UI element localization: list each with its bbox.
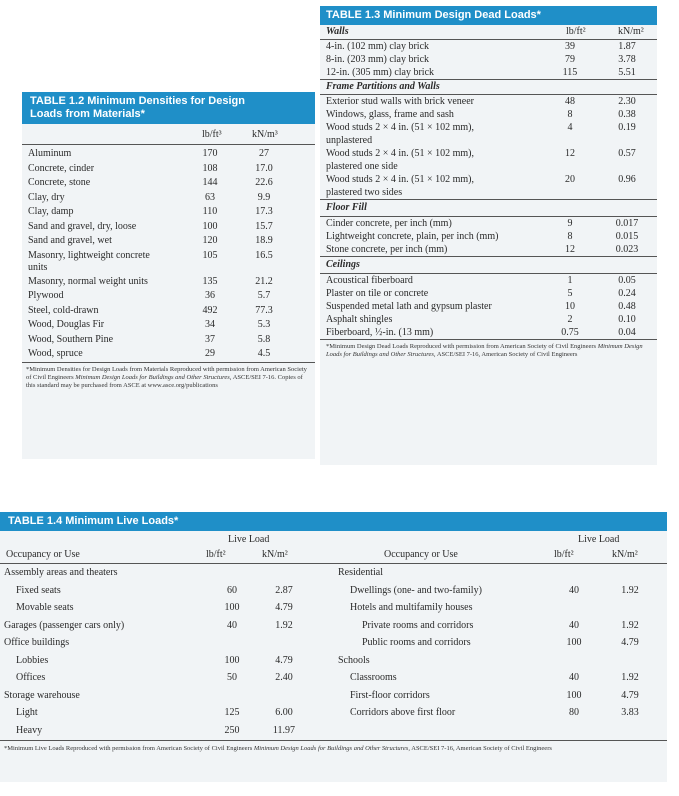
value-lb: 40 [569, 584, 579, 596]
value-lb: 108 [202, 162, 218, 174]
value-lb: 144 [202, 177, 218, 188]
material-label: Concrete, stone [28, 177, 91, 188]
row-label: Windows, glass, frame and sash [326, 109, 454, 120]
value-lb: 29 [205, 348, 215, 359]
value-kn: 0.023 [615, 244, 639, 255]
table-row [0, 584, 667, 598]
occupancy-label: Dwellings (one- and two-family) [350, 584, 482, 596]
value-lb: 0.75 [561, 327, 579, 338]
value-kn: 1.87 [618, 41, 636, 52]
table-row [320, 274, 657, 287]
value-kn: 3.83 [621, 707, 639, 718]
row-label: Acoustical fiberboard [326, 275, 413, 286]
value-kn: 1.92 [621, 619, 639, 631]
value-lb: 100 [224, 602, 240, 613]
value-kn: 16.5 [255, 249, 273, 261]
table-1-2 [22, 92, 315, 459]
occupancy-label: Office buildings [4, 637, 70, 648]
material-label: Sand and gravel, wet [28, 235, 112, 246]
row-label: Wood studs 2 × 4 in. (51 × 102 mm), [326, 148, 474, 159]
occupancy-label: Private rooms and corridors [362, 619, 474, 631]
value-lb: 105 [202, 249, 218, 261]
value-lb: 79 [565, 54, 575, 65]
value-lb: 50 [227, 672, 237, 683]
table-1-3-title: TABLE 1.3 Minimum Design Dead Loads* [320, 6, 657, 25]
table-row [0, 566, 667, 580]
ceilings-rows [320, 274, 657, 339]
value-lb: 37 [205, 333, 215, 345]
table-row [22, 333, 315, 348]
value-lb: 40 [569, 619, 579, 631]
value-lb: 36 [205, 290, 215, 301]
table-row [0, 654, 667, 668]
value-lb: 100 [202, 220, 218, 232]
col-kn-m3: kN/m³ [252, 129, 278, 140]
value-kn: 1.92 [621, 672, 639, 683]
value-lb: 34 [205, 319, 215, 330]
table-1-4-title: TABLE 1.4 Minimum Live Loads* [0, 512, 667, 531]
value-lb: 39 [565, 41, 575, 52]
occupancy-label: Classrooms [350, 672, 397, 683]
occupancy-label: Lobbies [16, 654, 49, 666]
table-row [22, 205, 315, 220]
col-kn-m2: kN/m² [618, 26, 644, 37]
occupancy-label: First-floor corridors [350, 689, 430, 701]
value-kn: 0.38 [618, 109, 636, 120]
table-1-2-footnote: *Minimum Densities for Design Loads from Materials Reproduced with permission from American Society of Civil Engineers Minimum Design Loads for Buildings and Other Structures, ASCE/SEI 7-16. Copies of this standard may be purchased from ASCE at www.asce.org/publications [26, 365, 307, 389]
value-lb: 40 [227, 619, 237, 631]
material-label: Clay, damp [28, 206, 74, 217]
value-kn: 6.00 [275, 707, 293, 718]
value-kn: 18.9 [255, 235, 273, 246]
value-kn: 0.015 [615, 231, 639, 242]
col-kn-right: kN/m² [612, 549, 638, 560]
table-row [320, 53, 657, 66]
row-label: 12-in. (305 mm) clay brick [326, 67, 435, 78]
row-label-cont: unplastered [326, 135, 373, 146]
value-kn: 4.79 [275, 602, 293, 613]
value-kn: 1.92 [275, 619, 293, 631]
occupancy-label: Garages (passenger cars only) [4, 619, 125, 631]
row-label: Suspended metal lath and gypsum plaster [326, 301, 492, 312]
value-lb: 60 [227, 584, 237, 596]
live-load-left: Live Load [228, 534, 270, 545]
value-kn: 5.8 [257, 333, 271, 345]
value-kn: 2.40 [275, 672, 293, 683]
value-kn: 0.10 [618, 314, 636, 325]
row-label: Exterior stud walls with brick veneer [326, 96, 475, 107]
table-row [320, 121, 657, 147]
table-row [22, 220, 315, 235]
value-lb: 125 [224, 707, 240, 718]
table-row [22, 318, 315, 333]
occupancy-label: Heavy [16, 724, 43, 736]
table-row [320, 326, 657, 339]
occupancy-right: Occupancy or Use [384, 549, 458, 560]
table-row [320, 66, 657, 79]
live-load-right: Live Load [578, 534, 620, 545]
value-kn: 0.05 [618, 275, 636, 286]
value-lb: 250 [224, 724, 240, 736]
value-lb: 9 [567, 218, 573, 229]
table-row [0, 671, 667, 685]
value-lb: 100 [566, 689, 582, 701]
table-row [320, 173, 657, 199]
material-label-cont: units [28, 261, 48, 273]
table-row [0, 619, 667, 633]
col-kn-left: kN/m² [262, 549, 288, 560]
value-kn: 27 [259, 148, 269, 159]
value-lb: 2 [567, 314, 573, 325]
occupancy-label: Storage warehouse [4, 689, 80, 701]
value-lb: 12 [565, 148, 575, 159]
value-kn: 0.57 [618, 148, 636, 159]
table-row [22, 191, 315, 206]
value-kn: 0.04 [618, 327, 636, 338]
value-kn: 15.7 [255, 220, 273, 232]
material-label: Clay, dry [28, 191, 65, 203]
table-row [320, 95, 657, 108]
value-lb: 4 [567, 122, 573, 133]
value-kn: 0.24 [618, 288, 636, 299]
material-label: Concrete, cinder [28, 162, 95, 174]
value-kn: 77.3 [255, 304, 273, 316]
row-label: Plaster on tile or concrete [326, 288, 429, 299]
table-row [320, 243, 657, 256]
material-label: Wood, spruce [28, 348, 83, 359]
value-kn: 0.96 [618, 174, 636, 185]
material-label: Steel, cold-drawn [28, 304, 99, 316]
material-label: Wood, Southern Pine [28, 333, 114, 345]
table-row [22, 249, 315, 275]
value-lb: 1 [567, 275, 573, 286]
walls-rows [320, 40, 657, 79]
table-row [0, 636, 667, 650]
table-row [320, 300, 657, 313]
occupancy-label: Public rooms and corridors [362, 637, 471, 648]
row-label: Asphalt shingles [326, 314, 393, 325]
row-label: 4-in. (102 mm) clay brick [326, 41, 430, 52]
row-label-cont: plastered two sides [326, 187, 403, 198]
value-lb: 8 [567, 109, 573, 120]
occupancy-label: Schools [338, 654, 370, 666]
value-lb: 63 [205, 191, 215, 203]
table-row [22, 147, 315, 162]
table-row [22, 275, 315, 290]
value-kn: 4.79 [621, 689, 639, 701]
table-row [22, 289, 315, 304]
material-label: Wood, Douglas Fir [28, 319, 105, 330]
value-lb: 12 [565, 244, 575, 255]
walls-heading: Walls [326, 26, 349, 37]
table-row [0, 689, 667, 703]
table-1-3-footnote: *Minimum Design Dead Loads Reproduced with permission from American Society of Civil Engineers Minimum Design Loads for Buildings and Other Structures, ASCE/SEI 7-16, American Society of Civil Engineers [326, 343, 643, 358]
occupancy-label: Hotels and multifamily houses [350, 602, 473, 613]
value-lb: 20 [565, 174, 575, 185]
row-label: Cinder concrete, per inch (mm) [326, 218, 452, 229]
value-kn: 1.92 [621, 584, 639, 596]
value-kn: 5.7 [257, 290, 271, 301]
value-lb: 5 [567, 288, 573, 299]
occupancy-label: Movable seats [16, 602, 74, 613]
table-1-2-title: TABLE 1.2 Minimum Densities for Design Loads from Materials* [22, 92, 315, 124]
value-kn: 5.51 [618, 67, 636, 78]
value-lb: 110 [202, 206, 218, 217]
table-row [320, 287, 657, 300]
floor-rows [320, 217, 657, 256]
table-1-4 [0, 512, 667, 782]
value-kn: 0.48 [618, 301, 636, 312]
material-label: Masonry, lightweight concrete [28, 249, 150, 261]
value-kn: 0.19 [618, 122, 636, 133]
table-row [0, 724, 330, 738]
value-kn: 2.87 [275, 584, 293, 596]
value-kn: 4.79 [621, 637, 639, 648]
material-label: Aluminum [28, 148, 72, 159]
table-row [0, 706, 667, 720]
value-kn: 3.78 [618, 54, 636, 65]
table-row [320, 40, 657, 53]
table-row [0, 601, 667, 615]
value-kn: 4.79 [275, 654, 293, 666]
value-lb: 48 [565, 96, 575, 107]
occupancy-label: Offices [16, 672, 46, 683]
frame-rows [320, 95, 657, 199]
value-kn: 0.017 [615, 218, 639, 229]
value-lb: 100 [566, 637, 582, 648]
col-lb-ft3: lb/ft³ [202, 129, 222, 140]
floor-heading: Floor Fill [326, 202, 367, 213]
ceilings-heading: Ceilings [326, 259, 360, 270]
table-row [320, 230, 657, 243]
frame-heading: Frame Partitions and Walls [326, 81, 440, 92]
table-row [22, 162, 315, 177]
table-row [22, 176, 315, 191]
value-kn: 2.30 [618, 96, 636, 107]
row-label: Wood studs 2 × 4 in. (51 × 102 mm), [326, 122, 474, 133]
value-lb: 40 [569, 672, 579, 683]
value-lb: 80 [569, 707, 579, 718]
value-kn: 4.5 [257, 348, 271, 359]
value-lb: 115 [562, 67, 578, 78]
value-lb: 135 [202, 275, 218, 287]
value-kn: 17.3 [255, 206, 273, 217]
table-row [22, 347, 315, 362]
table-row [22, 304, 315, 319]
value-kn: 9.9 [257, 191, 271, 203]
table-row [320, 217, 657, 230]
row-label: Fiberboard, ½-in. (13 mm) [326, 327, 434, 338]
value-lb: 170 [202, 148, 218, 159]
value-lb: 8 [567, 231, 573, 242]
occupancy-label: Fixed seats [16, 584, 61, 596]
row-label-cont: plastered one side [326, 161, 398, 172]
value-kn: 5.3 [257, 319, 271, 330]
row-label: 8-in. (203 mm) clay brick [326, 54, 430, 65]
table-1-4-footnote: *Minimum Live Loads Reproduced with permission from American Society of Civil Engineers Minimum Design Loads for Buildings and Other Structures, ASCE/SEI 7-16, American Society of Civil Engineers [4, 745, 552, 752]
material-label: Plywood [28, 290, 64, 301]
value-kn: 11.97 [272, 724, 296, 736]
material-label: Sand and gravel, dry, loose [28, 220, 137, 232]
densities-rows [22, 145, 315, 362]
row-label: Stone concrete, per inch (mm) [326, 244, 448, 255]
occupancy-label: Light [16, 707, 38, 718]
occupancy-label: Residential [338, 567, 383, 578]
col-lb-ft2: lb/ft² [566, 26, 586, 37]
occupancy-label: Corridors above first floor [350, 707, 456, 718]
value-lb: 492 [202, 304, 218, 316]
value-kn: 22.6 [255, 177, 273, 188]
table-row [320, 147, 657, 173]
row-label: Wood studs 2 × 4 in. (51 × 102 mm), [326, 174, 474, 185]
occupancy-left: Occupancy or Use [6, 549, 80, 560]
row-label: Lightweight concrete, plain, per inch (mm) [326, 231, 499, 242]
table-row [22, 234, 315, 249]
table-row [320, 108, 657, 121]
table-1-3 [320, 6, 657, 465]
value-lb: 10 [565, 301, 575, 312]
material-label: Masonry, normal weight units [28, 275, 148, 287]
value-lb: 120 [202, 235, 218, 246]
table-row [320, 313, 657, 326]
value-kn: 17.0 [255, 162, 273, 174]
col-lb-left: lb/ft² [206, 549, 226, 560]
value-kn: 21.2 [255, 275, 273, 287]
occupancy-label: Assembly areas and theaters [4, 567, 118, 578]
value-lb: 100 [224, 654, 240, 666]
col-lb-right: lb/ft² [554, 549, 574, 560]
